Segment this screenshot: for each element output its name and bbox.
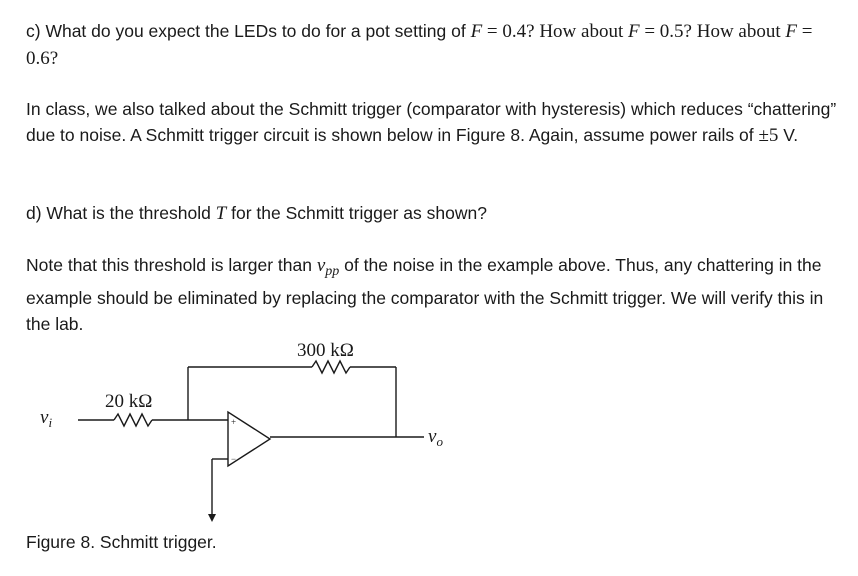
question-c-lead: c) What do you expect the LEDs to do for a pot setting of xyxy=(26,21,471,41)
question-d xyxy=(26,200,846,227)
feedback-resistor-label: 300 kΩ xyxy=(297,340,354,361)
note-lead: Note that this threshold is larger than xyxy=(26,255,317,275)
figure-caption: Figure 8. Schmitt trigger. xyxy=(26,532,217,552)
question-c-value-3: = 0.6? xyxy=(26,21,813,69)
plus-sign: + xyxy=(231,417,237,427)
question-c xyxy=(26,18,846,72)
minus-sign: − xyxy=(231,454,237,464)
var-T: T xyxy=(215,203,227,224)
question-c-value-2: = 0.5? How about xyxy=(639,21,786,42)
var-v-subscript: pp xyxy=(325,264,340,279)
input-voltage-label: $v_i$ xyxy=(40,407,53,430)
var-F-1: F xyxy=(470,21,483,42)
var-v: v xyxy=(316,255,326,276)
var-F-2: F xyxy=(627,21,640,42)
note-tail: of the noise in the example above. Thus, any chattering in the example should be eliminated by replacing the comparator with the Schmitt trigger. We will verify this in the lab. xyxy=(26,255,824,334)
var-F-3: F xyxy=(785,21,798,42)
schmitt-intro-paragraph xyxy=(26,96,846,149)
output-voltage-label: $v_o$ xyxy=(428,426,443,449)
question-d-lead: d) What is the threshold xyxy=(26,203,216,223)
question-c-value-1: = 0.4? How about xyxy=(482,21,628,42)
feedback-resistor xyxy=(312,361,350,373)
question-d-tail: for the Schmitt trigger as shown? xyxy=(226,203,487,223)
intro-text: In class, we also talked about the Schmitt trigger (comparator with hysteresis) which reduces “chattering” due to noise. A Schmitt trigger circuit is shown below in Figure 8. Again, assume power rails of xyxy=(26,99,837,145)
input-resistor-label: 20 kΩ xyxy=(105,391,153,412)
note-paragraph xyxy=(26,252,846,337)
ground-arrow-icon xyxy=(208,514,216,522)
schmitt-trigger-circuit xyxy=(0,330,858,530)
power-rail-value: ±5 xyxy=(758,125,779,146)
intro-text-end: V. xyxy=(778,125,799,145)
input-resistor xyxy=(114,414,152,426)
